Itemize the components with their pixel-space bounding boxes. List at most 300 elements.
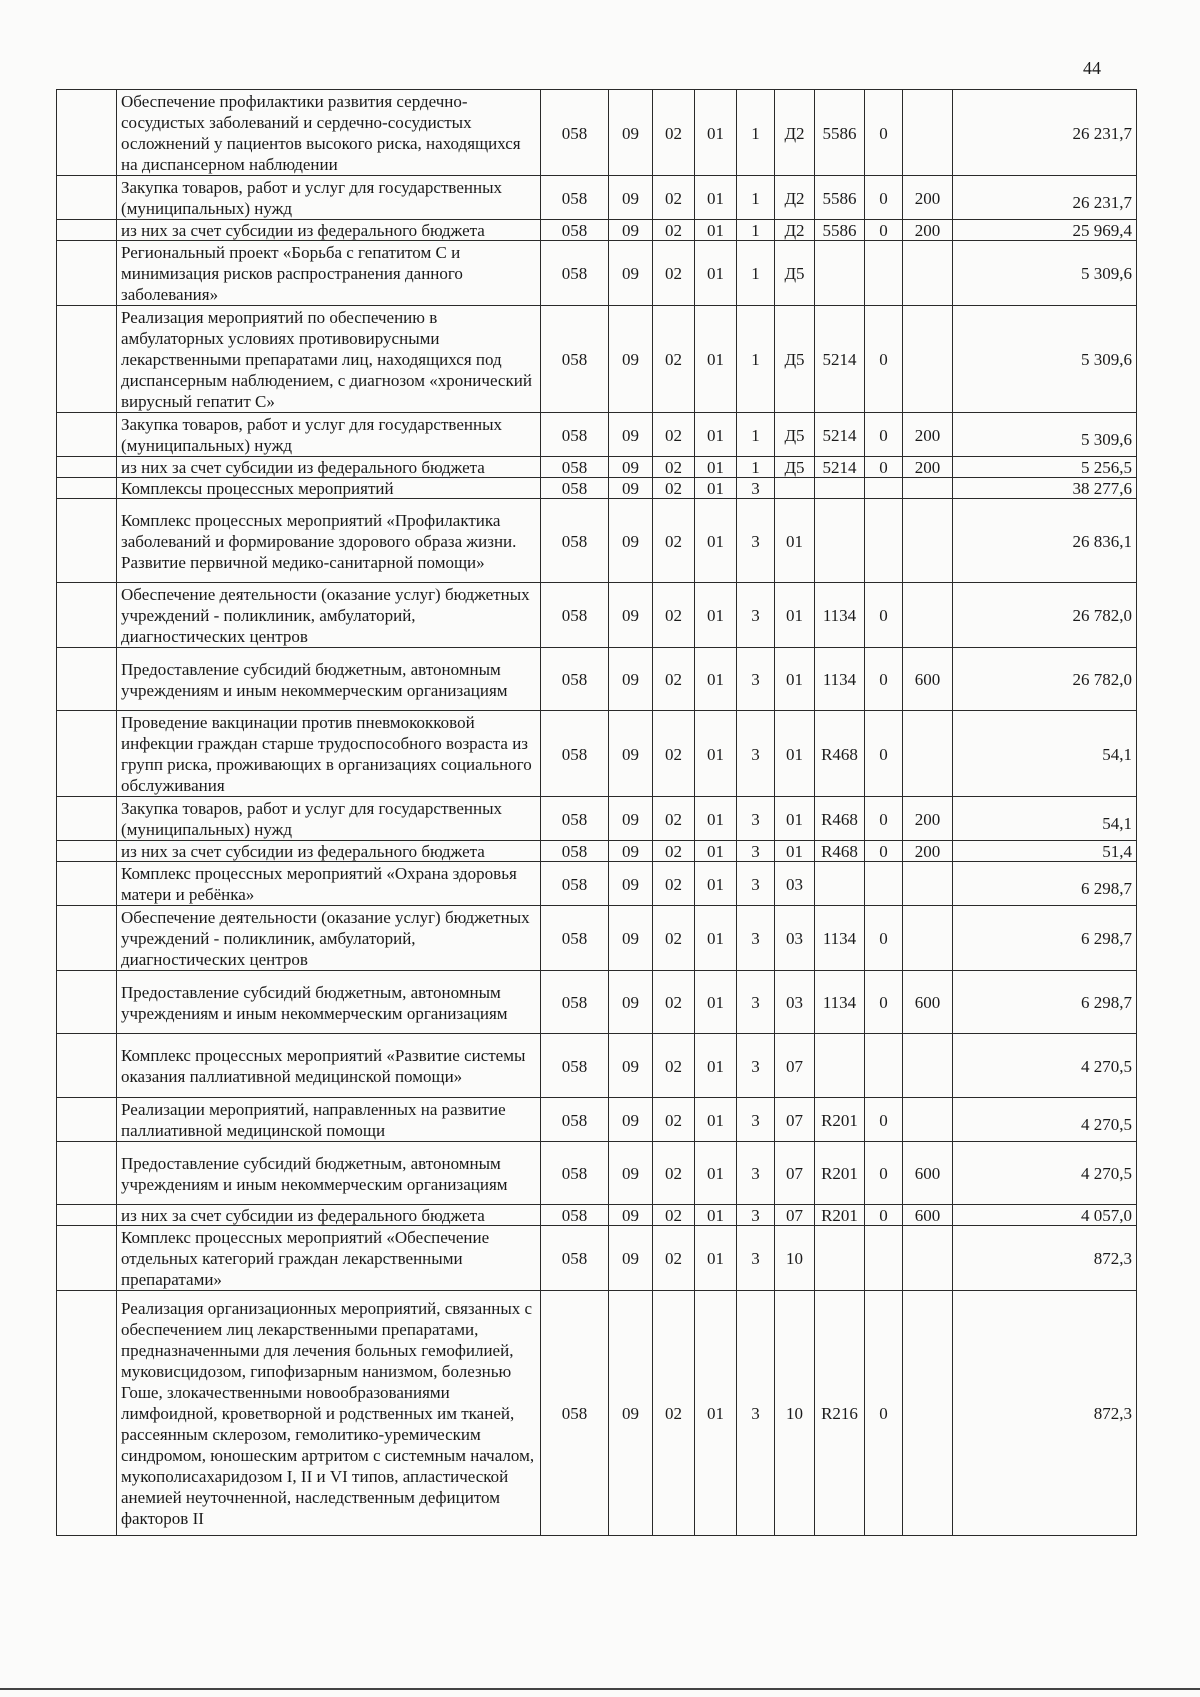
row-project-code: 10 [775,1291,815,1536]
row-extra-code: 0 [865,583,903,648]
row-program-code: 01 [695,457,737,478]
row-project-code: 01 [775,797,815,841]
row-program-code: 01 [695,1142,737,1205]
row-ved-code: 058 [541,906,609,971]
row-expense-type-code [903,478,953,499]
row-name: Закупка товаров, работ и услуг для государственных (муниципальных) нужд [117,176,541,220]
row-ved-code: 058 [541,1098,609,1142]
row-program-code: 01 [695,797,737,841]
row-ved-code: 058 [541,413,609,457]
row-ved-code: 058 [541,797,609,841]
row-expense-type-code [903,499,953,583]
row-ved-code: 058 [541,1226,609,1291]
row-section-code: 09 [609,413,653,457]
row-name: Комплекс процессных мероприятий «Развитие системы оказания паллиативной медицинской помощи» [117,1034,541,1098]
row-section-code: 09 [609,90,653,176]
row-expense-type-code [903,906,953,971]
row-amount: 4 270,5 [953,1098,1137,1142]
row-subsection-code: 02 [653,457,695,478]
table-row [57,841,1137,862]
row-ved-code: 058 [541,711,609,797]
row-program-code: 01 [695,648,737,711]
row-empty-cell [57,499,117,583]
row-empty-cell [57,841,117,862]
row-program-code: 01 [695,583,737,648]
row-expense-type-code: 200 [903,457,953,478]
row-subsection-code: 02 [653,499,695,583]
row-amount: 25 969,4 [953,220,1137,241]
row-expense-type-code [903,583,953,648]
row-amount: 26 836,1 [953,499,1137,583]
row-program-code: 01 [695,971,737,1034]
row-section-code: 09 [609,1205,653,1226]
row-name: Проведение вакцинации против пневмококковой инфекции граждан старше трудоспособного возраста из групп риска, проживающих в организациях социального обслуживания [117,711,541,797]
row-direction-code: R468 [815,711,865,797]
row-amount: 5 309,6 [953,306,1137,413]
row-project-code: Д2 [775,90,815,176]
row-empty-cell [57,906,117,971]
row-expense-type-code [903,1291,953,1536]
row-subprogram-code: 1 [737,457,775,478]
row-direction-code: 1134 [815,971,865,1034]
row-direction-code [815,1034,865,1098]
row-subsection-code: 02 [653,906,695,971]
row-direction-code: 1134 [815,648,865,711]
row-extra-code: 0 [865,457,903,478]
row-direction-code: R216 [815,1291,865,1536]
row-direction-code [815,241,865,306]
row-direction-code [815,862,865,906]
row-empty-cell [57,1291,117,1536]
row-project-code: 01 [775,499,815,583]
row-direction-code: 5586 [815,220,865,241]
row-subprogram-code: 3 [737,797,775,841]
row-subsection-code: 02 [653,971,695,1034]
budget-table [56,89,1137,1536]
row-section-code: 09 [609,1098,653,1142]
table-row [57,711,1137,797]
row-name: Региональный проект «Борьба с гепатитом С и минимизация рисков распространения данного заболевания» [117,241,541,306]
row-subsection-code: 02 [653,862,695,906]
row-name: Обеспечение деятельности (оказание услуг) бюджетных учреждений - поликлиник, амбулаторий, диагностических центров [117,906,541,971]
row-section-code: 09 [609,583,653,648]
table-row [57,1205,1137,1226]
row-extra-code: 0 [865,1291,903,1536]
row-subprogram-code: 3 [737,841,775,862]
row-subprogram-code: 3 [737,478,775,499]
row-amount: 26 231,7 [953,90,1137,176]
row-name: Комплекс процессных мероприятий «Обеспечение отдельных категорий граждан лекарственными препаратами» [117,1226,541,1291]
row-name: Закупка товаров, работ и услуг для государственных (муниципальных) нужд [117,797,541,841]
row-project-code: 01 [775,841,815,862]
page-number: 44 [1083,58,1101,78]
row-direction-code: 5586 [815,90,865,176]
row-section-code: 09 [609,648,653,711]
row-extra-code [865,1226,903,1291]
row-ved-code: 058 [541,1034,609,1098]
row-extra-code: 0 [865,841,903,862]
row-amount: 872,3 [953,1291,1137,1536]
row-ved-code: 058 [541,583,609,648]
row-section-code: 09 [609,711,653,797]
row-subprogram-code: 1 [737,220,775,241]
row-project-code: Д5 [775,457,815,478]
row-project-code: 07 [775,1142,815,1205]
row-empty-cell [57,176,117,220]
row-section-code: 09 [609,499,653,583]
row-name: из них за счет субсидии из федерального бюджета [117,1205,541,1226]
row-ved-code: 058 [541,90,609,176]
row-ved-code: 058 [541,478,609,499]
row-section-code: 09 [609,797,653,841]
row-direction-code: 5214 [815,413,865,457]
row-amount: 5 309,6 [953,413,1137,457]
row-amount: 26 782,0 [953,583,1137,648]
bottom-rule [0,1688,1200,1690]
row-expense-type-code: 600 [903,1205,953,1226]
table-row [57,499,1137,583]
row-program-code: 01 [695,499,737,583]
row-project-code: 07 [775,1034,815,1098]
row-subsection-code: 02 [653,90,695,176]
row-ved-code: 058 [541,971,609,1034]
row-section-code: 09 [609,1291,653,1536]
row-subsection-code: 02 [653,583,695,648]
row-empty-cell [57,971,117,1034]
row-name: Обеспечение деятельности (оказание услуг) бюджетных учреждений - поликлиник, амбулаторий, диагностических центров [117,583,541,648]
row-extra-code: 0 [865,648,903,711]
row-ved-code: 058 [541,499,609,583]
row-section-code: 09 [609,478,653,499]
row-subsection-code: 02 [653,1034,695,1098]
row-section-code: 09 [609,971,653,1034]
row-direction-code [815,1226,865,1291]
row-amount: 4 057,0 [953,1205,1137,1226]
row-subsection-code: 02 [653,797,695,841]
row-project-code: Д2 [775,176,815,220]
row-expense-type-code [903,711,953,797]
row-ved-code: 058 [541,220,609,241]
row-subprogram-code: 3 [737,1291,775,1536]
row-empty-cell [57,1142,117,1205]
row-program-code: 01 [695,306,737,413]
row-program-code: 01 [695,90,737,176]
row-section-code: 09 [609,176,653,220]
row-project-code: Д5 [775,413,815,457]
table-row [57,1142,1137,1205]
row-extra-code: 0 [865,1142,903,1205]
row-extra-code: 0 [865,176,903,220]
row-name: Предоставление субсидий бюджетным, автономным учреждениям и иным некоммерческим организациям [117,648,541,711]
row-subprogram-code: 3 [737,1098,775,1142]
row-project-code [775,478,815,499]
row-subprogram-code: 3 [737,1226,775,1291]
row-subprogram-code: 3 [737,971,775,1034]
row-name: Комплекс процессных мероприятий «Профилактика заболеваний и формирование здорового образа жизни. Развитие первичной медико-санитарной помощи» [117,499,541,583]
row-empty-cell [57,306,117,413]
row-amount: 6 298,7 [953,906,1137,971]
row-extra-code: 0 [865,1098,903,1142]
row-amount: 54,1 [953,797,1137,841]
row-ved-code: 058 [541,1142,609,1205]
row-amount: 6 298,7 [953,971,1137,1034]
row-project-code: 01 [775,648,815,711]
row-expense-type-code: 600 [903,648,953,711]
row-empty-cell [57,711,117,797]
row-extra-code [865,499,903,583]
row-subsection-code: 02 [653,478,695,499]
row-ved-code: 058 [541,862,609,906]
row-project-code: 07 [775,1098,815,1142]
row-expense-type-code: 200 [903,413,953,457]
row-amount: 38 277,6 [953,478,1137,499]
row-empty-cell [57,1098,117,1142]
row-amount: 5 256,5 [953,457,1137,478]
table-row [57,220,1137,241]
table-row [57,862,1137,906]
row-direction-code: R201 [815,1098,865,1142]
row-direction-code: R468 [815,841,865,862]
row-subprogram-code: 1 [737,90,775,176]
row-empty-cell [57,797,117,841]
row-subsection-code: 02 [653,648,695,711]
row-subprogram-code: 1 [737,413,775,457]
row-section-code: 09 [609,862,653,906]
row-subsection-code: 02 [653,1098,695,1142]
row-ved-code: 058 [541,1205,609,1226]
row-amount: 872,3 [953,1226,1137,1291]
row-subprogram-code: 3 [737,1142,775,1205]
row-name: из них за счет субсидии из федерального бюджета [117,457,541,478]
row-subprogram-code: 3 [737,862,775,906]
row-extra-code: 0 [865,1205,903,1226]
row-expense-type-code: 200 [903,176,953,220]
row-subprogram-code: 1 [737,241,775,306]
table-row [57,797,1137,841]
row-section-code: 09 [609,1142,653,1205]
row-amount: 5 309,6 [953,241,1137,306]
row-subsection-code: 02 [653,241,695,306]
row-expense-type-code [903,241,953,306]
row-project-code: 03 [775,906,815,971]
row-ved-code: 058 [541,1291,609,1536]
row-extra-code: 0 [865,306,903,413]
row-ved-code: 058 [541,457,609,478]
row-name: из них за счет субсидии из федерального бюджета [117,841,541,862]
row-program-code: 01 [695,1291,737,1536]
row-expense-type-code [903,1226,953,1291]
row-program-code: 01 [695,711,737,797]
row-subprogram-code: 3 [737,906,775,971]
row-extra-code: 0 [865,711,903,797]
table-row [57,176,1137,220]
row-direction-code [815,499,865,583]
row-amount: 26 782,0 [953,648,1137,711]
row-name: Реализации мероприятий, направленных на развитие паллиативной медицинской помощи [117,1098,541,1142]
row-empty-cell [57,862,117,906]
row-subsection-code: 02 [653,1142,695,1205]
row-extra-code [865,241,903,306]
row-subsection-code: 02 [653,1291,695,1536]
table-row [57,648,1137,711]
row-program-code: 01 [695,220,737,241]
table-row [57,1291,1137,1536]
row-direction-code: 5214 [815,306,865,413]
row-extra-code: 0 [865,90,903,176]
row-program-code: 01 [695,1226,737,1291]
row-section-code: 09 [609,457,653,478]
row-ved-code: 058 [541,176,609,220]
row-project-code: Д5 [775,241,815,306]
row-ved-code: 058 [541,841,609,862]
row-direction-code: 1134 [815,583,865,648]
row-subprogram-code: 3 [737,1205,775,1226]
row-program-code: 01 [695,413,737,457]
row-empty-cell [57,457,117,478]
row-empty-cell [57,241,117,306]
row-section-code: 09 [609,1226,653,1291]
row-empty-cell [57,478,117,499]
table-row [57,457,1137,478]
row-amount: 54,1 [953,711,1137,797]
row-project-code: 01 [775,711,815,797]
row-program-code: 01 [695,478,737,499]
row-program-code: 01 [695,906,737,971]
row-subsection-code: 02 [653,1226,695,1291]
row-expense-type-code [903,1034,953,1098]
row-ved-code: 058 [541,306,609,413]
table-row [57,906,1137,971]
row-empty-cell [57,583,117,648]
row-subprogram-code: 1 [737,176,775,220]
row-subprogram-code: 3 [737,499,775,583]
row-subsection-code: 02 [653,220,695,241]
row-program-code: 01 [695,176,737,220]
table-row [57,90,1137,176]
table-row [57,971,1137,1034]
row-expense-type-code [903,306,953,413]
row-section-code: 09 [609,1034,653,1098]
row-program-code: 01 [695,241,737,306]
row-name: Реализация организационных мероприятий, связанных с обеспечением лиц лекарственными препаратами, предназначенными для лечения больных гемофилией, муковисцидозом, гипофизарным нанизмом, болезнью Гоше, злокачественными новообразованиями лимфоидной, кроветворной и родственных им тканей, рассеянным склерозом, гемолитико-уремическим синдромом, юношеским артритом с системным началом, мукополисахаридозом I, II и VI типов, апластической анемией неуточненной, наследственным дефицитом факторов II [117,1291,541,1536]
row-empty-cell [57,413,117,457]
row-project-code: Д5 [775,306,815,413]
row-direction-code: 1134 [815,906,865,971]
row-direction-code: 5586 [815,176,865,220]
row-program-code: 01 [695,841,737,862]
row-program-code: 01 [695,1205,737,1226]
row-direction-code [815,478,865,499]
row-direction-code: R201 [815,1142,865,1205]
table-row [57,413,1137,457]
row-project-code: 03 [775,862,815,906]
row-extra-code: 0 [865,797,903,841]
row-section-code: 09 [609,906,653,971]
row-empty-cell [57,1205,117,1226]
row-extra-code: 0 [865,906,903,971]
row-ved-code: 058 [541,648,609,711]
row-subsection-code: 02 [653,1205,695,1226]
row-direction-code: 5214 [815,457,865,478]
row-subsection-code: 02 [653,841,695,862]
row-extra-code [865,1034,903,1098]
row-section-code: 09 [609,841,653,862]
row-name: Закупка товаров, работ и услуг для государственных (муниципальных) нужд [117,413,541,457]
row-ved-code: 058 [541,241,609,306]
row-expense-type-code: 200 [903,220,953,241]
row-subsection-code: 02 [653,711,695,797]
row-extra-code: 0 [865,971,903,1034]
row-direction-code: R201 [815,1205,865,1226]
table-row [57,583,1137,648]
row-project-code: 03 [775,971,815,1034]
row-program-code: 01 [695,1098,737,1142]
row-project-code: 07 [775,1205,815,1226]
row-empty-cell [57,648,117,711]
row-subsection-code: 02 [653,176,695,220]
row-amount: 4 270,5 [953,1034,1137,1098]
row-subsection-code: 02 [653,306,695,413]
row-expense-type-code: 200 [903,841,953,862]
table-row [57,1034,1137,1098]
row-project-code: 01 [775,583,815,648]
row-empty-cell [57,1226,117,1291]
row-name: Комплекс процессных мероприятий «Охрана здоровья матери и ребёнка» [117,862,541,906]
row-project-code: 10 [775,1226,815,1291]
row-empty-cell [57,220,117,241]
row-name: Реализация мероприятий по обеспечению в амбулаторных условиях противовирусными лекарственными препаратами лиц, находящихся под диспансерным наблюдением, с диагнозом «хронический вирусный гепатит С» [117,306,541,413]
row-subprogram-code: 3 [737,583,775,648]
row-program-code: 01 [695,1034,737,1098]
row-extra-code: 0 [865,413,903,457]
row-amount: 4 270,5 [953,1142,1137,1205]
table-row [57,241,1137,306]
row-expense-type-code: 600 [903,1142,953,1205]
row-section-code: 09 [609,306,653,413]
row-name: Комплексы процессных мероприятий [117,478,541,499]
row-section-code: 09 [609,241,653,306]
row-name: Обеспечение профилактики развития сердечно-сосудистых заболеваний и сердечно-сосудистых осложнений у пациентов высокого риска, находящихся на диспансерном наблюдении [117,90,541,176]
table-row [57,1226,1137,1291]
row-extra-code [865,862,903,906]
row-empty-cell [57,90,117,176]
row-subprogram-code: 3 [737,1034,775,1098]
row-subprogram-code: 3 [737,648,775,711]
row-amount: 6 298,7 [953,862,1137,906]
row-empty-cell [57,1034,117,1098]
row-amount: 26 231,7 [953,176,1137,220]
row-name: из них за счет субсидии из федерального бюджета [117,220,541,241]
row-expense-type-code [903,90,953,176]
table-row [57,478,1137,499]
row-section-code: 09 [609,220,653,241]
row-project-code: Д2 [775,220,815,241]
row-expense-type-code: 600 [903,971,953,1034]
table-row [57,306,1137,413]
row-subprogram-code: 3 [737,711,775,797]
row-subsection-code: 02 [653,413,695,457]
row-expense-type-code [903,862,953,906]
row-name: Предоставление субсидий бюджетным, автономным учреждениям и иным некоммерческим организациям [117,1142,541,1205]
row-extra-code: 0 [865,220,903,241]
row-name: Предоставление субсидий бюджетным, автономным учреждениям и иным некоммерческим организациям [117,971,541,1034]
row-amount: 51,4 [953,841,1137,862]
row-expense-type-code: 200 [903,797,953,841]
row-expense-type-code [903,1098,953,1142]
row-subprogram-code: 1 [737,306,775,413]
row-program-code: 01 [695,862,737,906]
table-row [57,1098,1137,1142]
